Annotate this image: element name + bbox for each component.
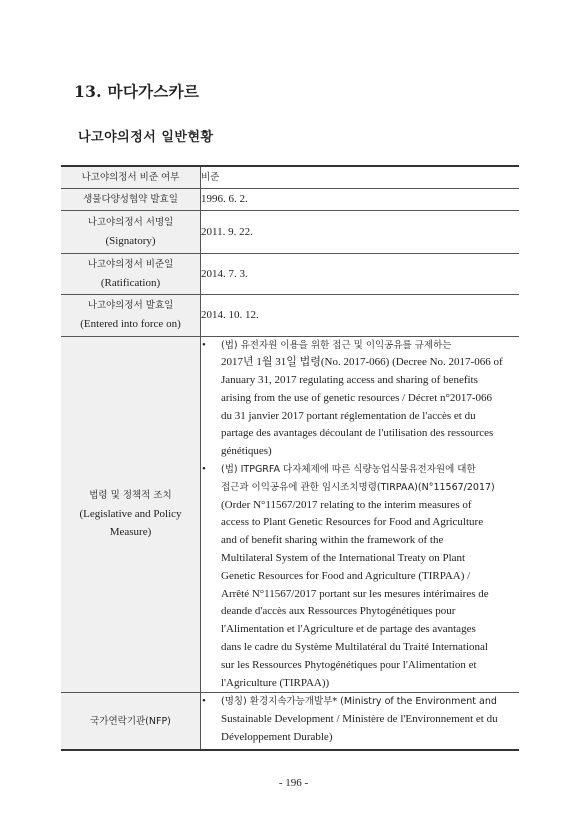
row-value-measures [201,336,520,693]
page-heading: 13. 마다가스카르 [74,82,200,101]
table-row [61,693,519,750]
row-value-ratification: 2014. 7. 3. [201,253,520,294]
row-label-cbd-entry: 생물다양성협약 발효일 [61,188,201,210]
row-label-ratification: 나고야의정서 비준일 (Ratification) [61,253,201,294]
row-label-entry-into-force: 나고야의정서 발효일 (Entered into force on) [61,294,201,336]
row-value-ratification-status: 비준 [201,166,520,188]
row-value-nfp [201,693,520,750]
bullet-icon: • [202,463,206,476]
table-row [61,294,519,336]
row-value-cbd-entry: 1996. 6. 2. [201,188,520,210]
list-item: • (법) 유전자원 이용을 위한 접근 및 이익공유를 규제하는 2017년 1월 31일 법령(No. 2017-066) (Decree No. 2017-066 of January 31, 2017 regulating access and sharing of benefits arising from the use of genetic resources / Décret n°2017-066 du 31 janvier 2017 portant réglementation de l'accès et du partage des avantages découlant de l'utilisation des ressources génétiques) [201,337,519,462]
section-title: 나고야의정서 일반현황 [78,130,214,145]
table-row [61,188,519,210]
page-number: - 196 - [278,777,309,789]
bullet-icon: • [202,338,206,351]
row-value-signatory: 2011. 9. 22. [201,210,520,253]
table-row [61,210,519,253]
table-row [61,166,519,188]
row-label-measures: 법령 및 정책적 조치 (Legislative and Policy Measure) [61,336,201,693]
list-item: • (법) ITPGRFA 다자체제에 따른 식량농업식물유전자원에 대한 접근과 이익공유에 관한 임시조치명령(TIRPAA)(N°11567/2017) (Order N°11567/2017 relating to the interim measures of access to Plant Genetic Resources for Food and Agriculture and of benefit sharing within the framework of the Multilateral System of the International Treaty on Plant Genetic Resources for Food and Agriculture (TIRPAA) / Arrêté N°11567/2017 portant sur les mesures intérimaires de deande d'accès aux Ressources Phytogénétiques pour l'Alimentation et l'Agriculture et de partage des avantages dans le cadre du Système Multilatéral du Traité International sur les Ressources Phytogénétiques pour l'Alimentation et l'Agriculture (TIRPAA)) [201,461,519,692]
row-label-ratification-status: 나고야의정서 비준 여부 [61,166,201,188]
row-label-signatory: 나고야의정서 서명일 (Signatory) [61,210,201,253]
list-item: • (명칭) 환경지속가능개발부* (Ministry of the Environment and Sustainable Development / Ministère de l'Environnement et du Développement Durable) [201,693,519,746]
table-row [61,336,519,693]
bullet-icon: • [202,695,206,708]
nagoya-status-table [61,165,519,751]
row-label-nfp: 국가연락기관(NFP) [61,693,201,750]
row-value-entry-into-force: 2014. 10. 12. [201,294,520,336]
table-row [61,253,519,294]
